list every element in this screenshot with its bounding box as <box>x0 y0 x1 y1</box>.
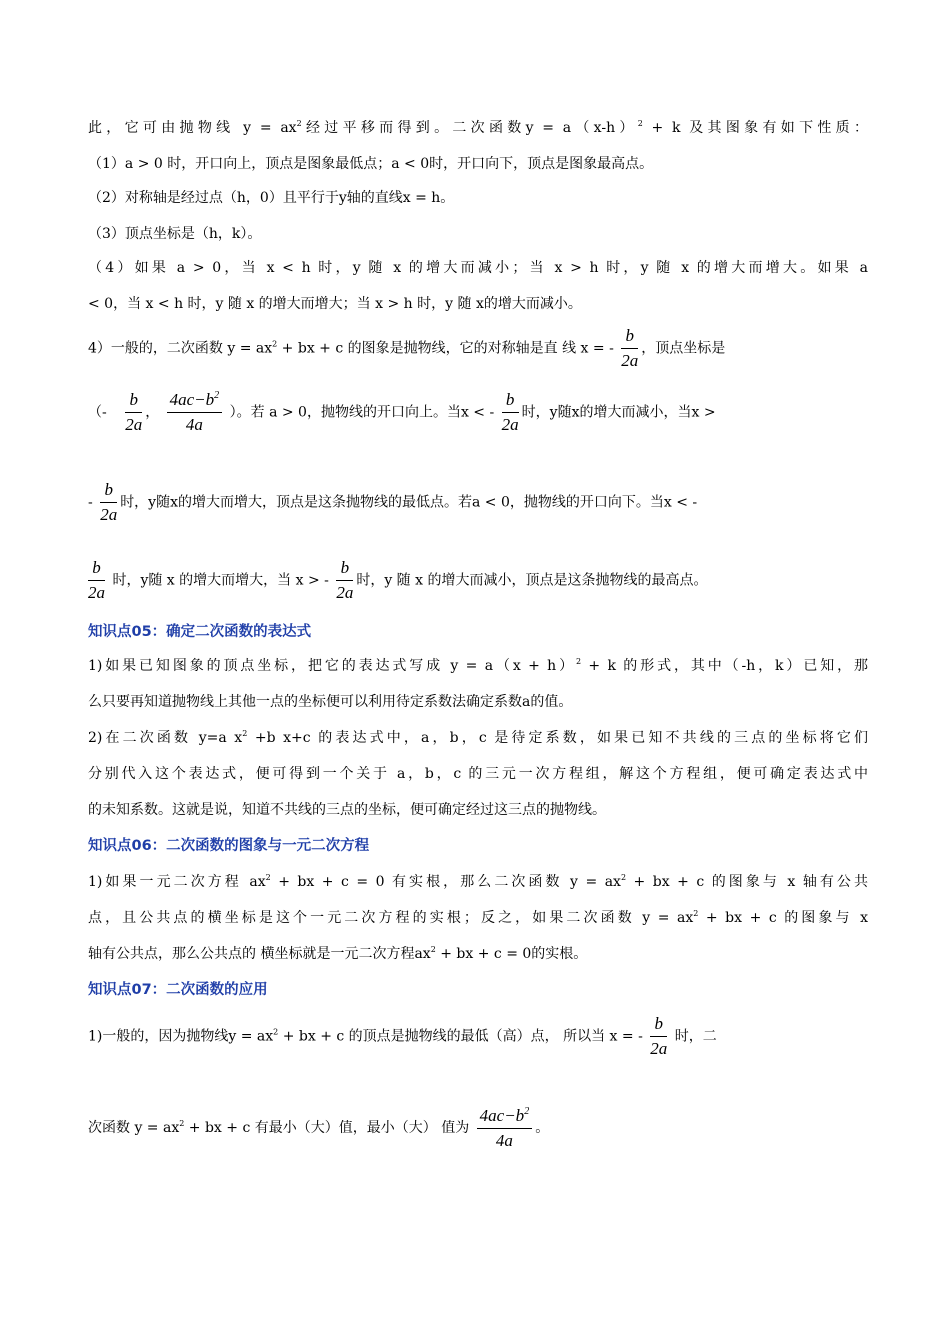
fraction-b-over-2a: $\frac{b}{2a}$ <box>100 480 118 524</box>
paragraph-line: 点，且公共点的横坐标是这个一元二次方程的实根；反之，如果二次函数 $y = ax^2$ + bx + c 的图象与 x <box>88 909 868 926</box>
paragraph-line: （1）a > 0 时，开口向上，顶点是图象最低点；a < 0时，开口向下，顶点是图象最高点。 <box>88 156 654 172</box>
fraction-b-over-2a: $\frac{b}{2a}$ <box>125 390 143 434</box>
paragraph-line: （4）如果 a > 0，当 x < h 时，y 随 x 的增大而减小；当 x > h 时，y 随 x 的增大而增大。如果 a <box>88 260 868 276</box>
section-heading-07: 知识点07：二次函数的应用 <box>88 982 268 998</box>
paragraph-line: 2)在二次函数 y=a $x^2 +b$ x+c 的表达式中，a，b，c 是待定系数，如果已知不共线的三点的坐标将它们 <box>88 729 868 746</box>
paragraph-line: 1)如果一元二次方程 $ax^2$ + bx + c = 0 有实根，那么二次函数 $y = ax^2$ + bx + c 的图象与 x 轴有公共 <box>88 873 868 890</box>
paragraph-line: （2）对称轴是经过点（h，0）且平行于y轴的直线x = h。 <box>88 190 455 206</box>
paragraph-line: 4）一般的，二次函数 $y = ax^2$ + bx + c 的图象是抛物线，它的对称轴是直 线 x = - $\frac{b}{2a}$ ，顶点坐标是 <box>88 326 726 370</box>
paragraph-line: 1)一般的，因为抛物线$y = ax^2$ + bx + c 的顶点是抛物线的最低（高）点， 所以当 x = - $\frac{b}{2a}$ 时，二 <box>88 1014 717 1058</box>
fraction-b-over-2a: $\frac{b}{2a}$ <box>336 558 354 602</box>
paragraph-line: 次函数 $y = ax^2$ + bx + c 有最小（大）值，最小（大） 值为 $\frac{4ac-b^2}{4a}$ 。 <box>88 1106 550 1150</box>
paragraph-line: $\frac{b}{2a}$ 时，y随 x 的增大而增大，当 x > - $\frac{b}{2a}$ 时，y 随 x 的增大而减小，顶点是这条抛物线的最高点。 <box>88 558 708 602</box>
fraction-b-over-2a: $\frac{b}{2a}$ <box>621 326 639 370</box>
paragraph-line: 1)如果已知图象的顶点坐标，把它的表达式写成 $y = a(x + h)^2 + k$ 的形式，其中（-h，k）已知，那 <box>88 657 868 674</box>
paragraph-line: 分别代入这个表达式，便可得到一个关于 a，b，c 的三元一次方程组，解这个方程组，便可确定表达式中 <box>88 766 868 782</box>
paragraph-line: 的未知系数。这就是说，知道不共线的三点的坐标，便可确定经过这三点的抛物线。 <box>88 802 606 818</box>
section-heading-06: 知识点06：二次函数的图象与一元二次方程 <box>88 838 370 854</box>
paragraph-line: （3）顶点坐标是（h，k）。 <box>88 226 262 242</box>
fraction-b-over-2a: $\frac{b}{2a}$ <box>501 390 519 434</box>
fraction-b-over-2a: $\frac{b}{2a}$ <box>650 1014 668 1058</box>
section-heading-05: 知识点05：确定二次函数的表达式 <box>88 624 312 640</box>
fraction-vertex-y: $\frac{4ac-b^2}{4a}$ <box>167 390 223 435</box>
fraction-extreme-value: $\frac{4ac-b^2}{4a}$ <box>477 1106 533 1151</box>
paragraph-line: < 0，当 x < h 时，y 随 x 的增大而增大；当 x > h 时，y 随 x的增大而减小。 <box>88 296 582 312</box>
paragraph-line: - $\frac{b}{2a}$ 时，y随x的增大而增大，顶点是这条抛物线的最低点。若a < 0，抛物线的开口向下。当x < - <box>88 480 698 524</box>
paragraph-line: （- $\frac{b}{2a}$ ， $\frac{4ac-b^2}{4a}$ ）。若 a > 0，抛物线的开口向上。当x < - $\frac{b}{2a}$ 时，y随x的增大而减小，当x > <box>88 390 716 434</box>
fraction-b-over-2a: $\frac{b}{2a}$ <box>88 558 105 602</box>
paragraph-line: 轴有公共点，那么公共点的 横坐标就是一元二次方程$ax^2$ + bx + c = 0的实根。 <box>88 945 588 962</box>
paragraph-line: 此，它可由抛物线 $y = ax^2$经过平移而得到。二次函数$y = a(x-h)^2 + k$ 及其图象有如下性质： <box>88 119 868 136</box>
paragraph-line: 么只要再知道抛物线上其他一点的坐标便可以利用待定系数法确定系数a的值。 <box>88 694 573 710</box>
